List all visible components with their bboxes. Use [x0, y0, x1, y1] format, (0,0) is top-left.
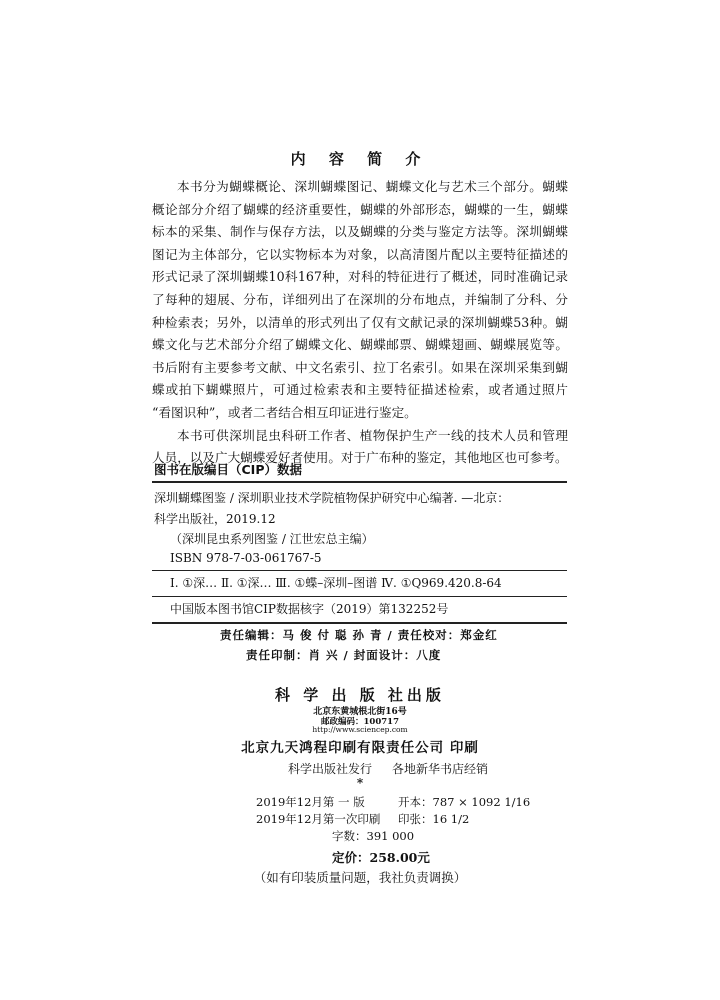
intro-line: 图记为主体部分，它以实物标本为对象，以高清图片配以主要特征描述的: [152, 246, 568, 262]
word-count: 字数：391 000: [332, 829, 415, 843]
intro-line: 本书分为蝴蝶概论、深圳蝴蝶图记、蝴蝶文化与艺术三个部分。蝴蝶: [177, 179, 568, 194]
publisher-address: 北京东黄城根北街16号: [313, 707, 407, 717]
intro-line: 蝶或拍下蝴蝶照片，可通过检索表和主要特征描述检索，或者通过照片: [152, 382, 568, 398]
printing: 2019年12月第一次印刷: [256, 812, 381, 826]
intro-line: 人员，以及广大蝴蝶爱好者使用。对于广布种的鉴定，其他地区也可参考。: [152, 450, 568, 466]
intro-line: 了每种的翅展、分布，详细列出了在深圳的分布地点，并编制了分科、分: [152, 291, 568, 307]
cip-isbn: ISBN 978-7-03-061767-5: [170, 551, 322, 565]
intro-line: 标本的采集、制作与保存方法，以及蝴蝶的分类与鉴定方法等。深圳蝴蝶: [152, 224, 568, 240]
intro-line: “看图识种”，或者二者结合相互印证进行鉴定。: [152, 404, 417, 420]
printer: 北京九天鸿程印刷有限责任公司 印刷: [241, 740, 479, 756]
intro-line: 本书可供深圳昆虫科研工作者、植物保护生产一线的技术人员和管理: [177, 427, 568, 443]
publisher-postcode: 邮政编码：100717: [321, 717, 399, 727]
cip-heading: 图书在版编目（CIP）数据: [154, 462, 302, 477]
seller: 各地新华书店经销: [392, 762, 489, 776]
cip-top-rule: [152, 481, 567, 483]
cip-bottom-rule: [152, 622, 567, 624]
cip-series: （深圳昆虫系列图鉴 / 江世宏总主编）: [170, 532, 374, 546]
price: 定价：258.00元: [332, 850, 430, 865]
issuer: 科学出版社发行: [288, 762, 373, 776]
intro-line: 种检索表；另外，以清单的形式列出了仅有文献记录的深圳蝴蝶53种。蝴: [152, 314, 568, 330]
book-format: 开本：787 × 1092 1/16: [398, 795, 531, 809]
intro-title: 内 容 简 介: [290, 150, 430, 168]
responsibility-line: 责任编辑：马 俊 付 聪 孙 青 / 责任校对：郑金红: [220, 628, 498, 642]
responsibility-line: 责任印制：肖 兴 / 封面设计：八度: [246, 648, 442, 662]
intro-line: 形式记录了深圳蝴蝶10科167种，对科的特征进行了概述，同时准确记录: [152, 269, 568, 285]
cip-rule: [152, 596, 567, 597]
cip-line: 科学出版社，2019.12: [154, 512, 276, 526]
edition: 2019年12月第 一 版: [256, 795, 365, 809]
cip-line: 深圳蝴蝶图鉴 / 深圳职业技术学院植物保护研究中心编著. —北京：: [154, 491, 510, 505]
cip-classification: Ⅰ. ①深… Ⅱ. ①深… Ⅲ. ①蝶–深圳–图谱 Ⅳ. ①Q969.420.8-64: [170, 576, 502, 590]
publisher-name: 科 学 出 版 社出版: [275, 686, 445, 704]
printed-sheets: 印张：16 1/2: [398, 812, 470, 826]
cip-number: 中国版本图书馆CIP数据核字（2019）第132252号: [170, 602, 449, 616]
quality-notice: （如有印装质量问题，我社负责调换）: [253, 870, 467, 885]
cip-rule: [152, 570, 567, 571]
intro-line: 书后附有主要参考文献、中文名索引、拉丁名索引。如果在深圳采集到蝴: [152, 359, 568, 375]
intro-line: 蝶文化与艺术部分介绍了蝴蝶文化、蝴蝶邮票、蝴蝶翅画、蝴蝶展览等。: [152, 337, 568, 353]
separator-asterisk: *: [356, 776, 364, 790]
intro-body: [152, 176, 568, 470]
publisher-website: http://www.sciencep.com: [312, 725, 408, 734]
intro-line: 概论部分介绍了蝴蝶的经济重要性，蝴蝶的外部形态，蝴蝶的一生，蝴蝶: [152, 201, 568, 217]
